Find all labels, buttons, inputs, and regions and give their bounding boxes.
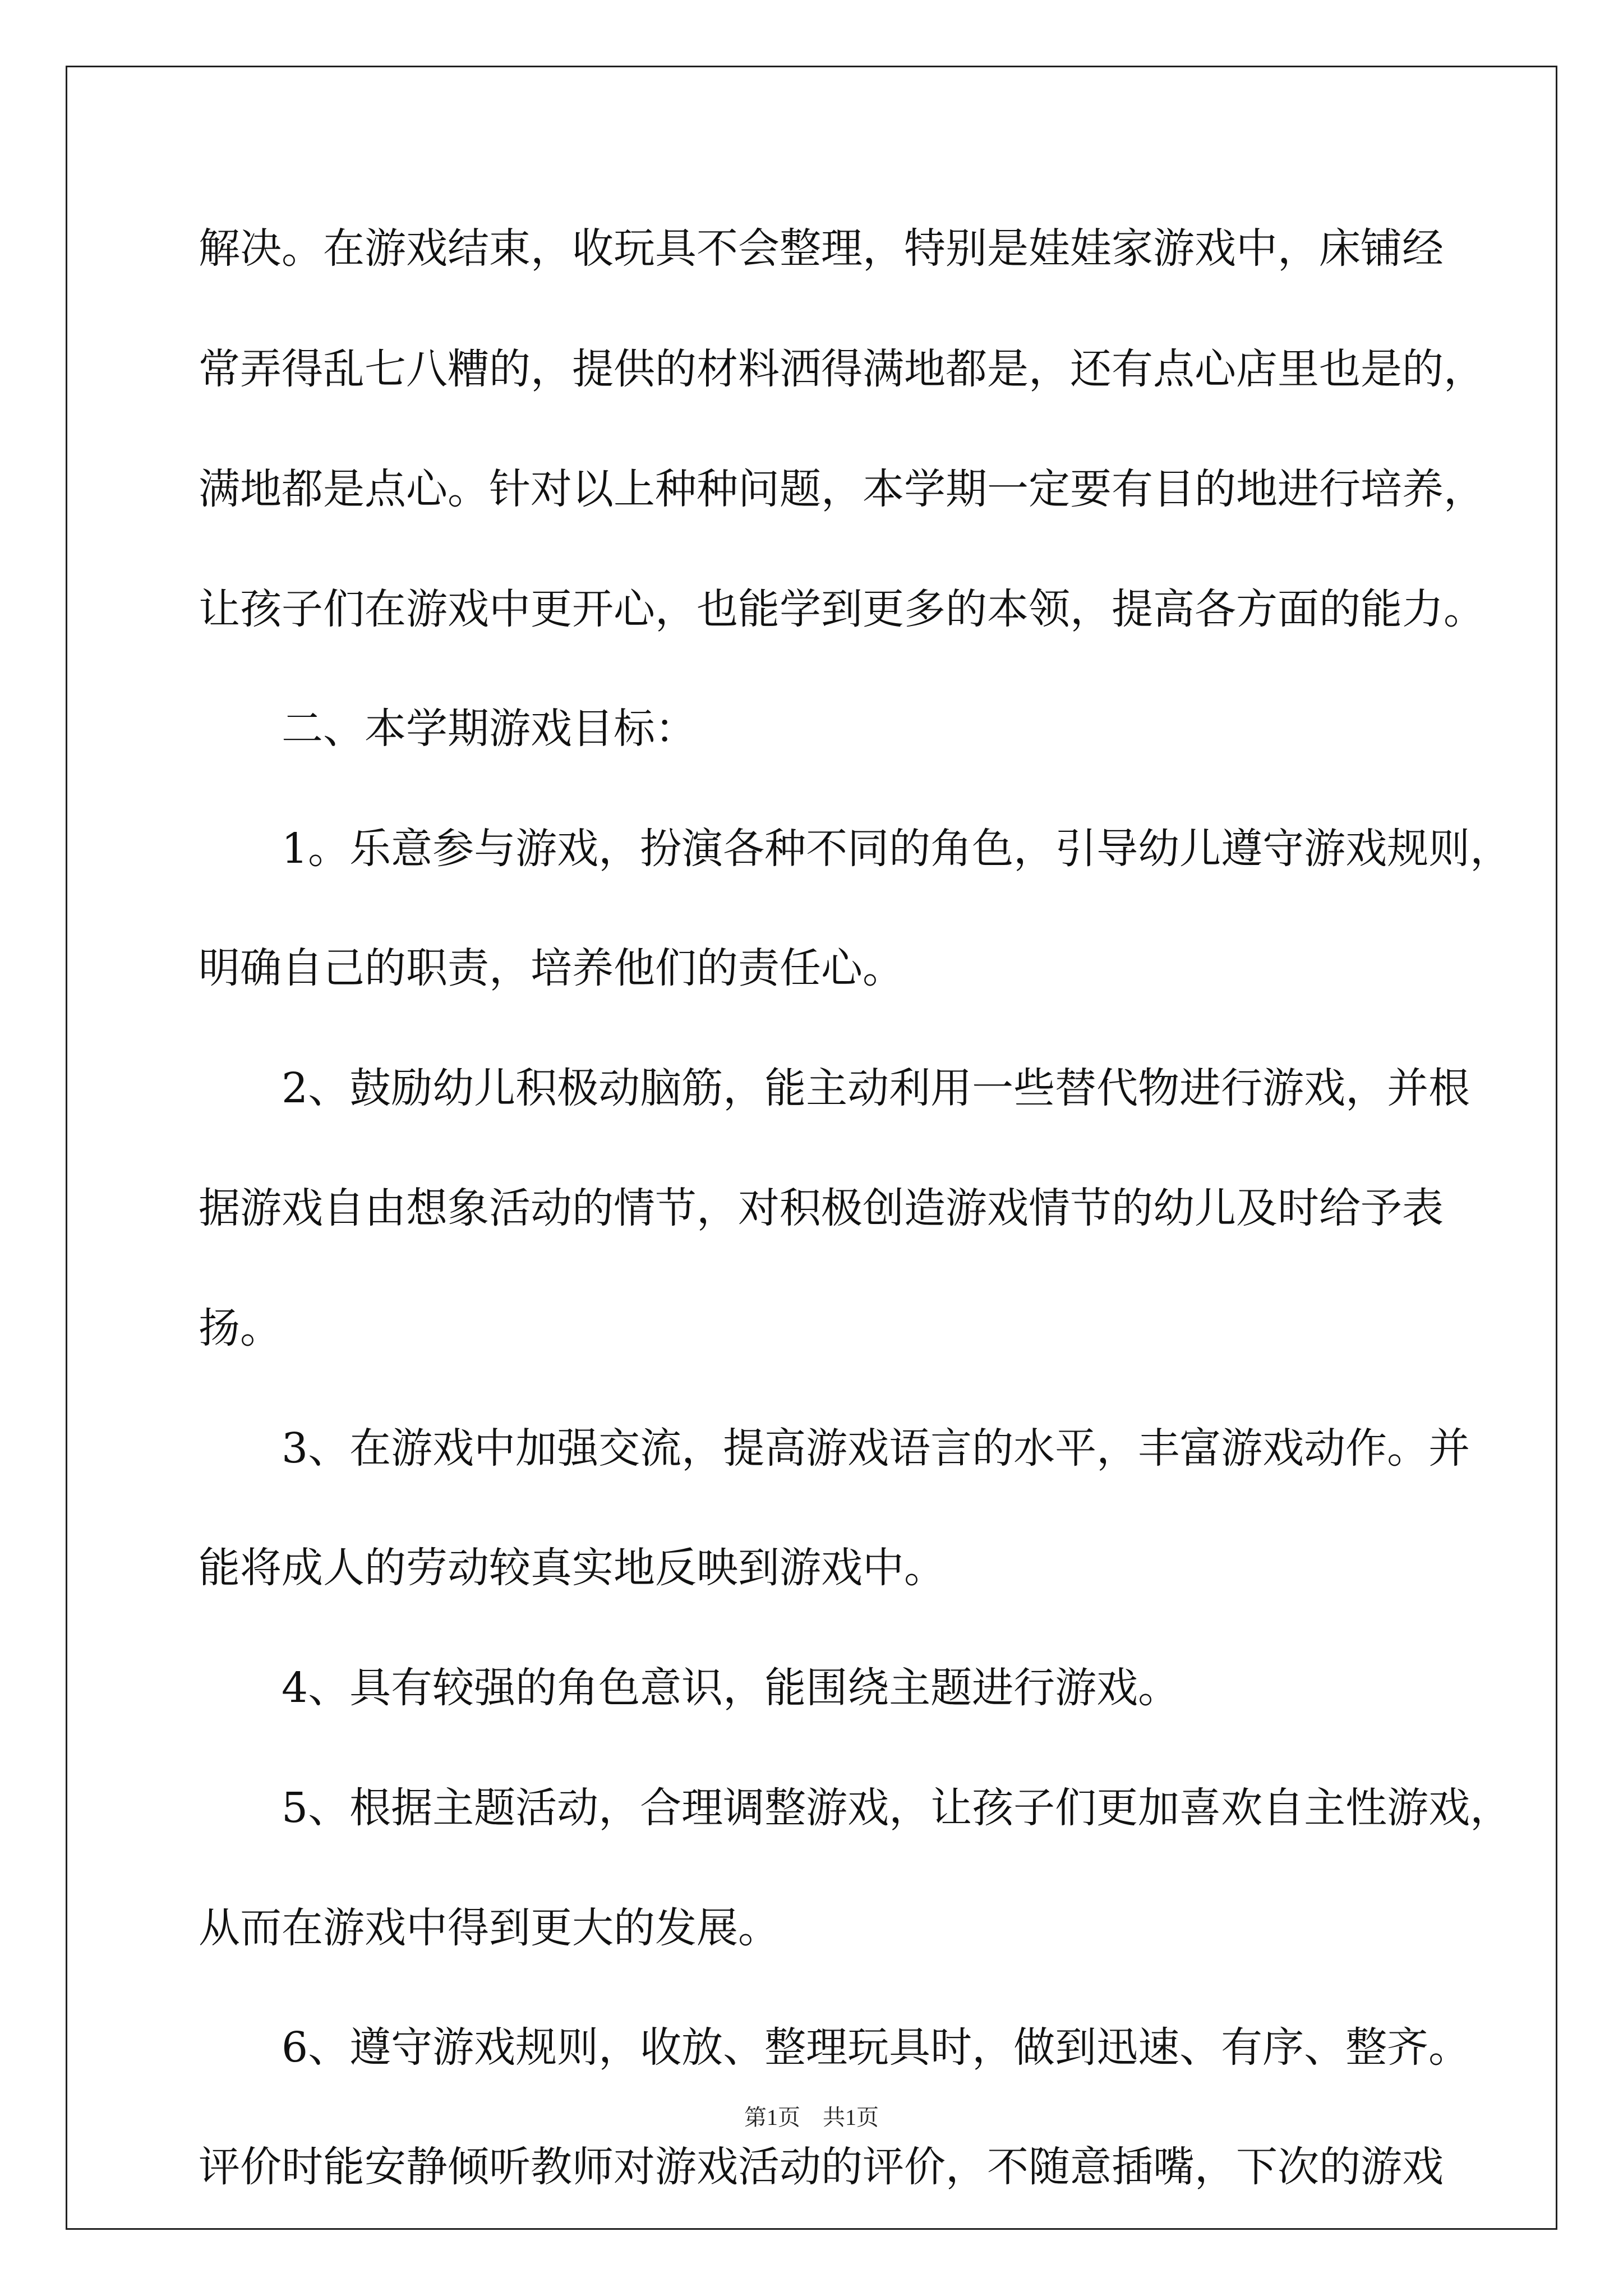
text-line: 扬。 (199, 1304, 282, 1352)
text-line: 常弄得乱七八糟的，提供的材料洒得满地都是，还有点心店里也是的， (199, 345, 1485, 393)
text-line: 据游戏自由想象活动的情节，对积极创造游戏情节的幼儿及时给予表 (199, 1184, 1444, 1232)
section-heading: 二、本学期游戏目标： (199, 705, 697, 753)
page-footer: 第1页 共1页 (744, 2105, 879, 2130)
text-line: 让孩子们在游戏中更开心，也能学到更多的本领，提高各方面的能力。 (199, 585, 1485, 633)
text-line: 从而在游戏中得到更大的发展。 (199, 1904, 780, 1952)
text-line: 4、具有较强的角色意识，能围绕主题进行游戏。 (199, 1664, 1180, 1712)
text-line: 2、鼓励幼儿积极动脑筋，能主动利用一些替代物进行游戏，并根 (199, 1064, 1470, 1112)
text-line: 评价时能安静倾听教师对游戏活动的评价，不随意插嘴，下次的游戏 (199, 2143, 1444, 2191)
text-line: 明确自己的职责，培养他们的责任心。 (199, 944, 904, 992)
text-line: 1。乐意参与游戏，扮演各种不同的角色，引导幼儿遵守游戏规则， (199, 825, 1512, 873)
text-line: 能将成人的劳动较真实地反映到游戏中。 (199, 1544, 946, 1592)
text-line: 解决。在游戏结束，收玩具不会整理，特别是娃娃家游戏中，床铺经 (199, 224, 1444, 273)
text-line: 满地都是点心。针对以上种种问题，本学期一定要有目的地进行培养， (199, 465, 1485, 513)
text-line: 6、遵守游戏规则，收放、整理玩具时，做到迅速、有序、整齐。 (199, 2023, 1470, 2072)
text-line: 3、在游戏中加强交流，提高游戏语言的水平，丰富游戏动作。并 (199, 1424, 1470, 1473)
text-line: 5、根据主题活动，合理调整游戏，让孩子们更加喜欢自主性游戏， (199, 1784, 1512, 1832)
